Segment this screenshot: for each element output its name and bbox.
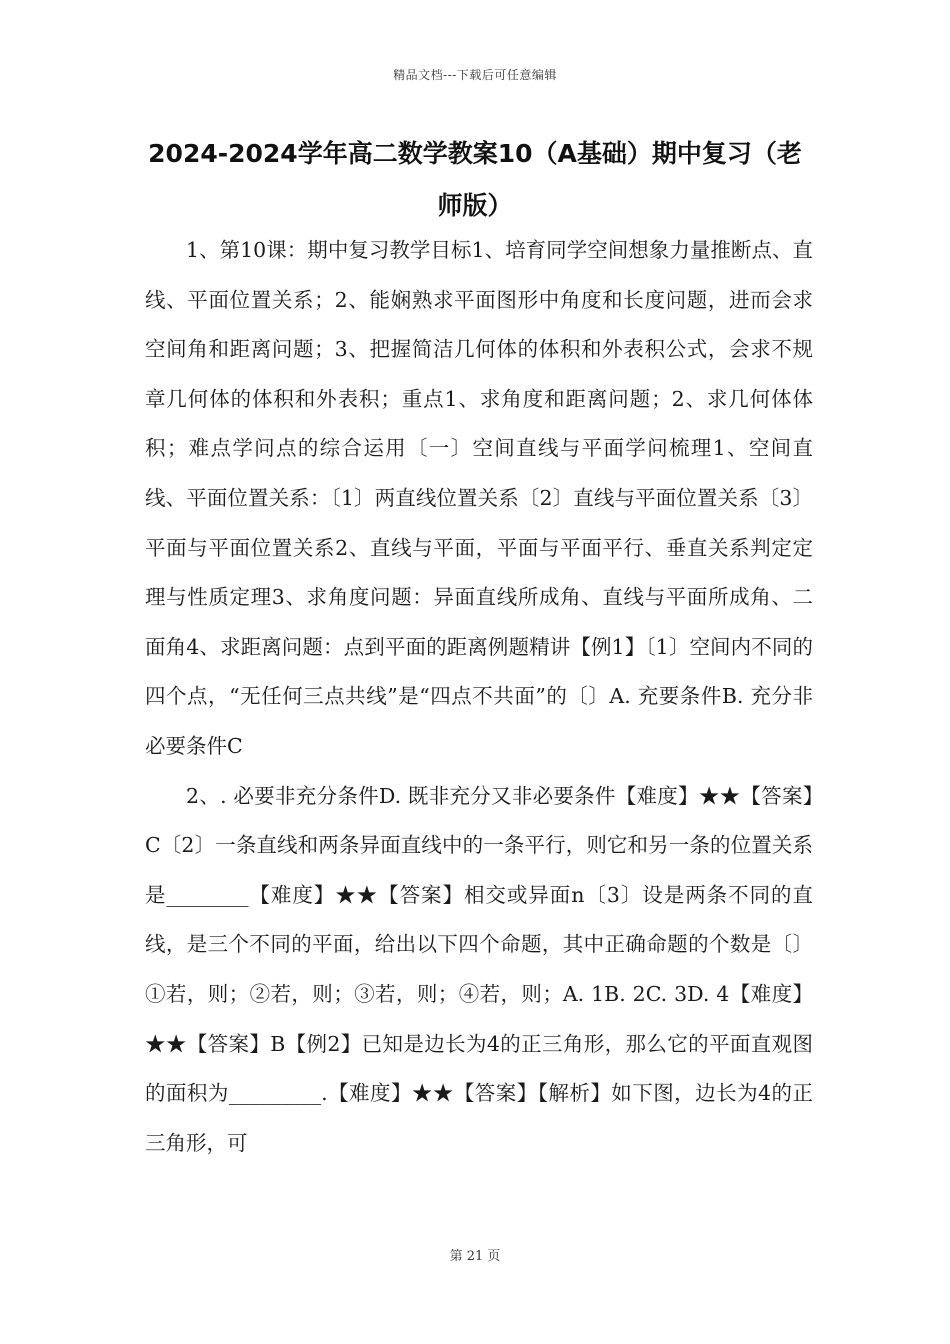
page-number: 第 21 页 [449,1249,501,1264]
paragraph-1: 1、第10课：期中复习教学目标1、培育同学空间想象力量推断点、直线、平面位置关系；2、能娴熟求平面图形中角度和长度问题，进而会求空间角和距离问题；3、把握简洁几何体的体积和外表积公式，会求不规章几何体的体积和外表积；重点1、求角度和距离问题；2、求几何体体积；难点学问点的综合运用〔一〕空间直线与平面学问梳理1、空间直线、平面位置关系：〔1〕两直线位置关系〔2〕直线与平面位置关系〔3〕平面与平面位置关系2、直线与平面，平面与平面平行、垂直关系判定定理与性质定理3、求角度问题：异面直线所成角、直线与平面所成角、二面角4、求距离问题：点到平面的距离例题精讲【例1】〔1〕空间内不同的四个点，“无任何三点共线”是“四点不共面”的〔〕A. 充要条件B. 充分非必要条件C [145,238,813,758]
page-header: 精品文档---下载后可任意编辑 [393,68,557,82]
document-body [145,226,813,1168]
paragraph-2: 2、. 必要非充分条件D. 既非充分又非必要条件【难度】★★【答案】C〔2〕一条直线和两条异面直线中的一条平行，则它和另一条的位置关系是________【难度】★★【答案】相交或异面n〔3〕设是两条不同的直线，是三个不同的平面，给出以下四个命题，其中正确命题的个数是〔〕①若，则；②若，则；③若，则；④若，则；A. 1B. 2C. 3D. 4【难度】★★【答案】B【例2】已知是边长为4的正三角形，那么它的平面直观图的面积为_________.【难度】★★【答案】【解析】如下图，边长为4的正三角形，可 [145,783,813,1155]
document-title: 2024-2024学年高二数学教案10（A基础）期中复习（老师版） [148,139,802,220]
